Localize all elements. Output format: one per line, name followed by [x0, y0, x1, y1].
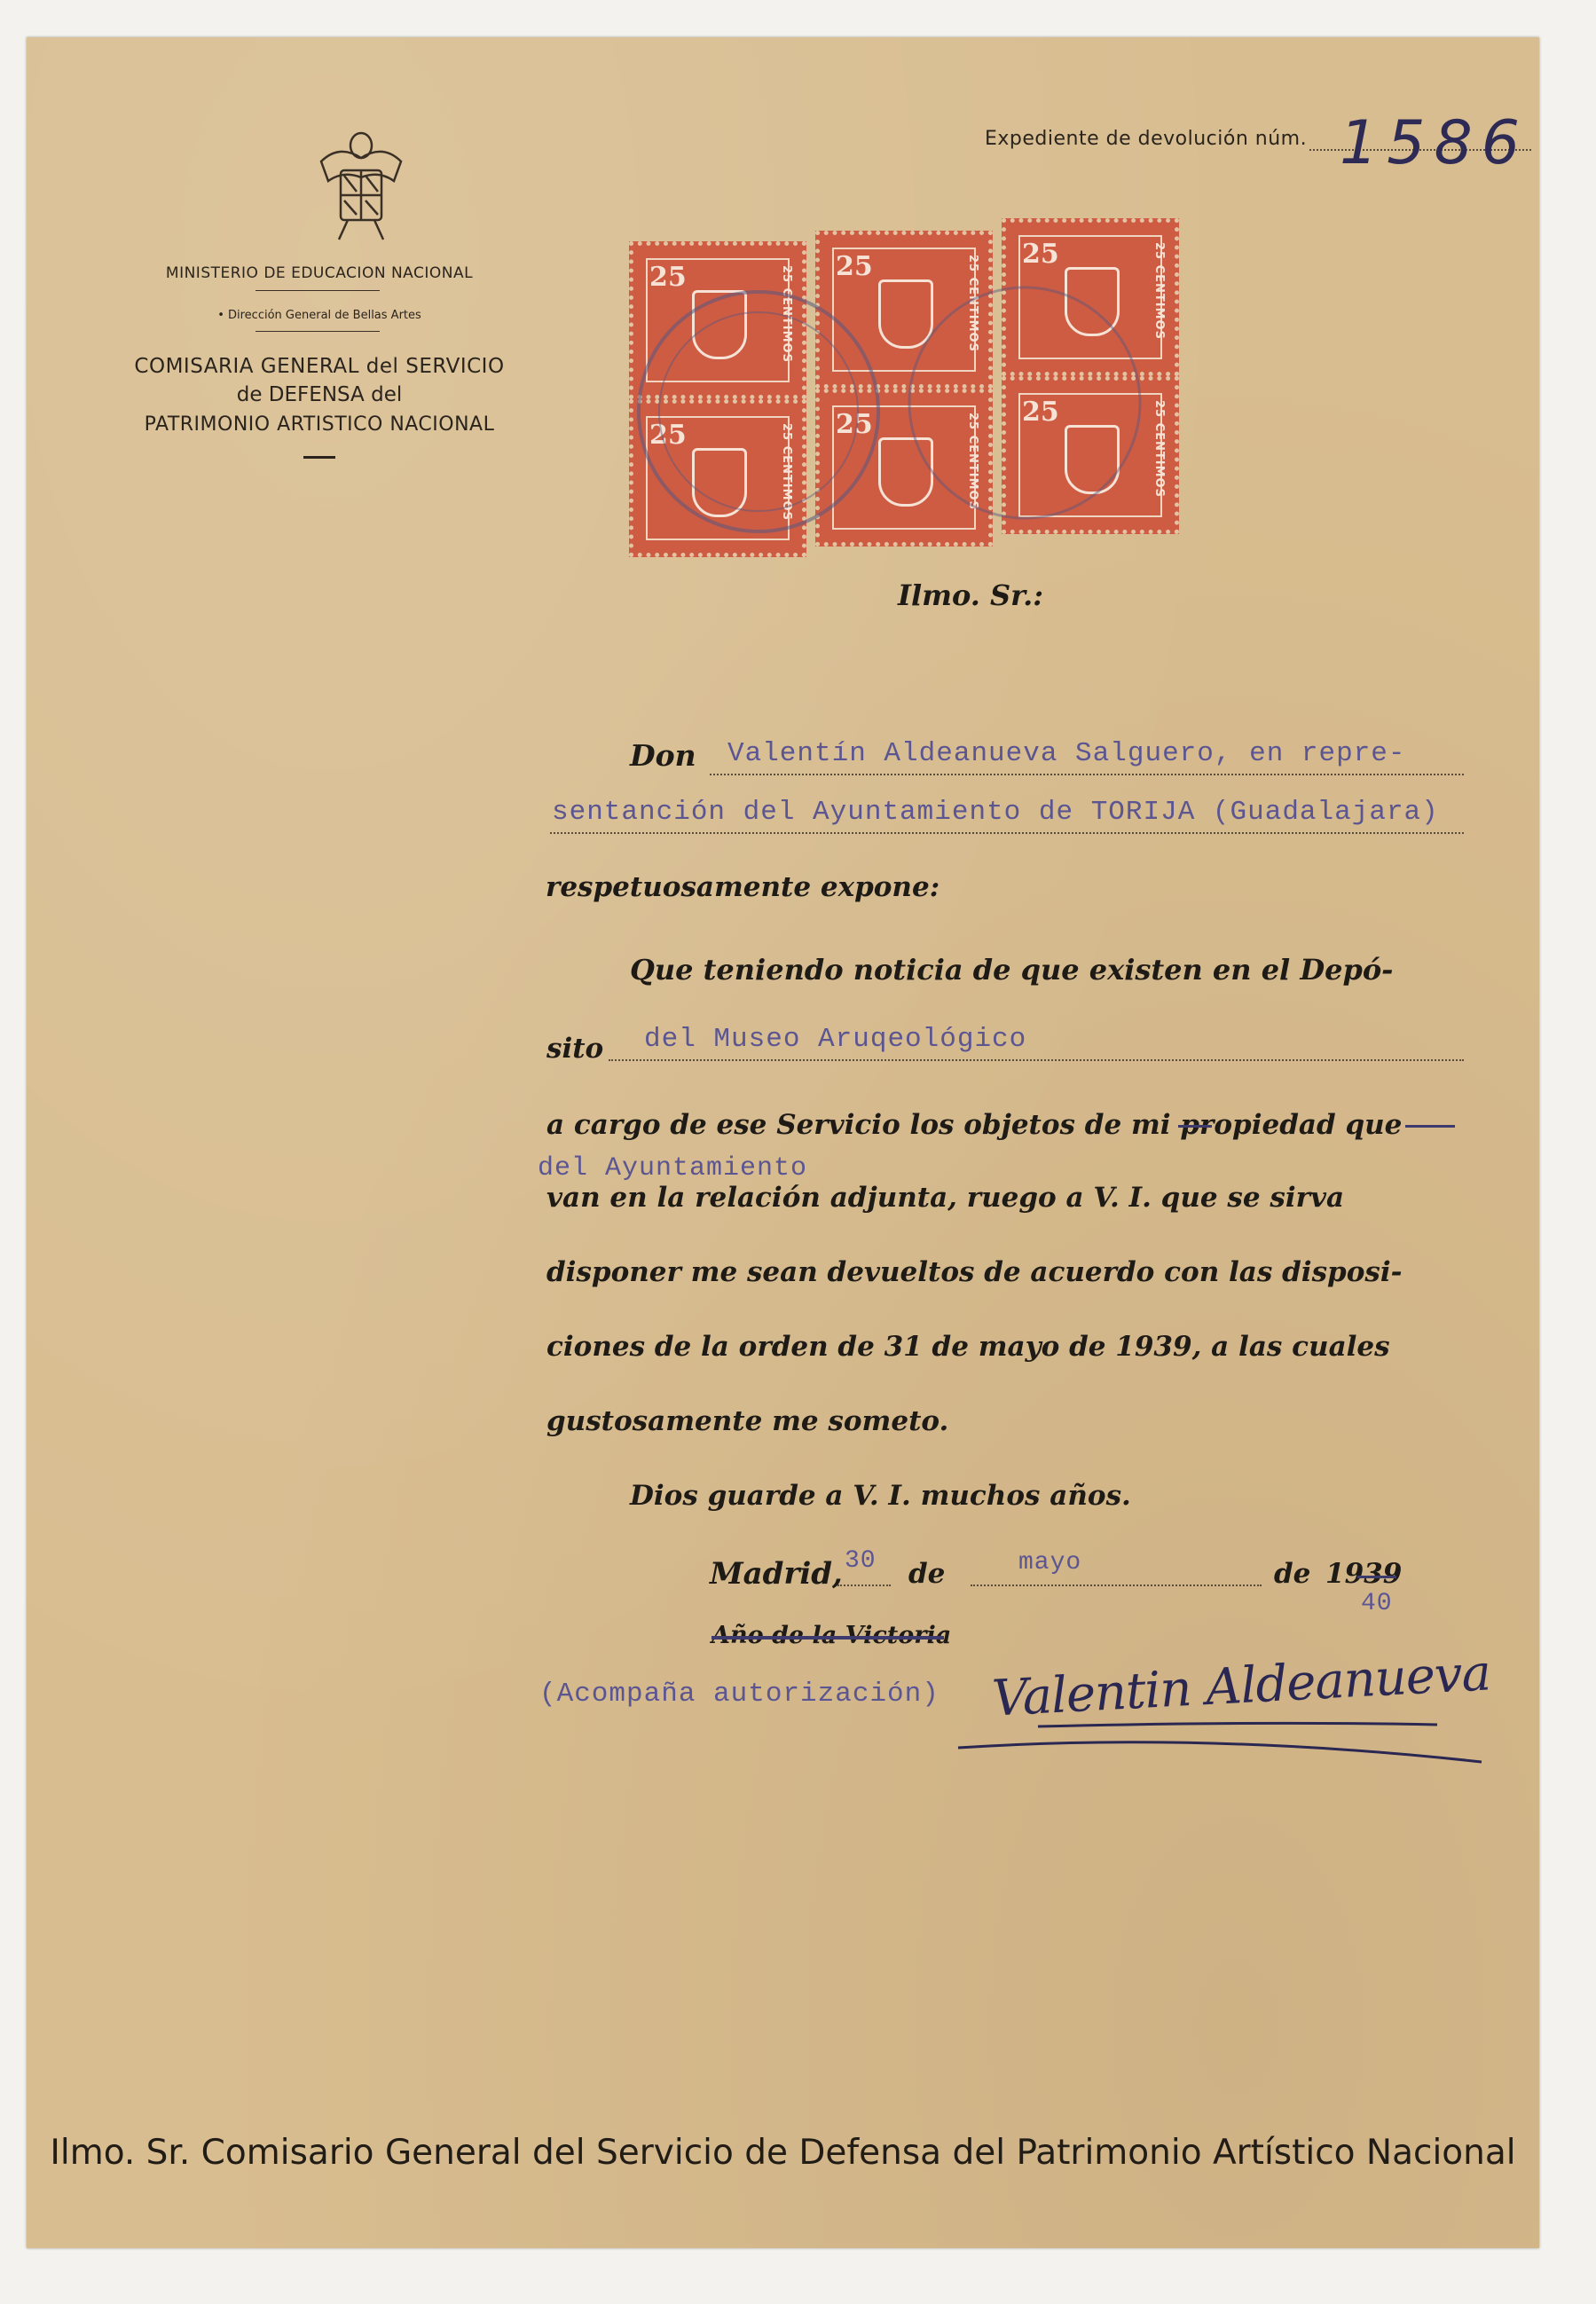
- sito-label: sito: [546, 1033, 604, 1065]
- expone-text: respetuosamente expone:: [546, 871, 940, 903]
- coat-of-arms-icon: [312, 126, 410, 246]
- revenue-stamp: 25 25 CENTIMOS: [1002, 376, 1179, 534]
- don-representation: sentanción del Ayuntamiento de TORIJA (Guadalajara): [552, 797, 1439, 828]
- don-name: Valentín Aldeanueva Salguero, en repre-: [727, 738, 1406, 769]
- commissariat-line-2: de DEFENSA del: [236, 383, 403, 406]
- revenue-stamp: 25 25 CENTIMOS: [629, 241, 806, 399]
- sito-value: del Museo Aruqeológico: [644, 1024, 1027, 1055]
- header-dash: [303, 456, 335, 459]
- don-label: Don: [630, 738, 696, 773]
- postmark-icon: [625, 208, 1202, 554]
- header-divider: [256, 331, 380, 332]
- revenue-stamp: 25 25 CENTIMOS: [815, 231, 993, 389]
- paragraph-6: gustosamente me someto.: [546, 1405, 949, 1437]
- signature: Valentin Aldeanueva: [990, 1644, 1492, 1728]
- month-value: mayo: [1018, 1549, 1082, 1577]
- year-value: 1939: [1325, 1558, 1403, 1590]
- revenue-stamps: [625, 208, 1202, 554]
- victoria-strikethrough: [712, 1636, 944, 1640]
- file-number-label: Expediente de devolución núm.: [985, 128, 1308, 150]
- commissariat-line-3: PATRIMONIO ARTISTICO NACIONAL: [144, 413, 495, 436]
- direction-name: • Dirección General de Bellas Artes: [217, 309, 421, 322]
- paragraph-2: a cargo de ese Servicio los objetos de mi propiedad que: [546, 1109, 1403, 1141]
- salutation: Ilmo. Sr.:: [898, 578, 1044, 612]
- paragraph-1: Que teniendo noticia de que existen en el Depó-: [630, 953, 1394, 987]
- attachment-note: (Acompaña autorización): [539, 1679, 940, 1710]
- commissariat-line-1: COMISARIA GENERAL del SERVICIO: [134, 355, 505, 378]
- month-line: [971, 1553, 1262, 1586]
- year-strikethrough: [1357, 1576, 1396, 1578]
- revenue-stamp: 25 25 CENTIMOS: [629, 399, 806, 557]
- place: Madrid,: [710, 1556, 843, 1592]
- strikethrough-que: [1405, 1125, 1455, 1128]
- document-sheet: [27, 37, 1539, 2248]
- file-number-value: 1586: [1340, 108, 1529, 178]
- paragraph-3: van en la relación adjunta, ruego a V. I. que se sirva: [546, 1182, 1345, 1214]
- paragraph-5: ciones de la orden de 31 de mayo de 1939, a las cuales: [546, 1331, 1390, 1363]
- revenue-stamp: 25 25 CENTIMOS: [1002, 218, 1179, 376]
- ministry-name: MINISTERIO DE EDUCACION NACIONAL: [165, 264, 474, 282]
- footer-addressee: Ilmo. Sr. Comisario General del Servicio de Defensa del Patrimonio Artístico Nacional: [50, 2133, 1516, 2173]
- paragraph-4: disponer me sean devueltos de acuerdo con las disposi-: [546, 1256, 1403, 1288]
- signature-flourish-icon: [905, 1705, 1490, 1785]
- paragraph-7: Dios guarde a V. I. muchos años.: [630, 1480, 1131, 1512]
- typed-insert: del Ayuntamiento: [538, 1153, 808, 1183]
- strikethrough-mi: [1178, 1125, 1212, 1128]
- day-value: 30: [845, 1547, 877, 1575]
- revenue-stamp: 25 25 CENTIMOS: [815, 389, 993, 547]
- date-de-1: de: [908, 1558, 946, 1590]
- date-de-2: de: [1274, 1558, 1311, 1590]
- header-divider: [256, 290, 380, 291]
- victoria-line: Año de la Victoria: [712, 1622, 952, 1649]
- year-correction: 40: [1361, 1590, 1393, 1617]
